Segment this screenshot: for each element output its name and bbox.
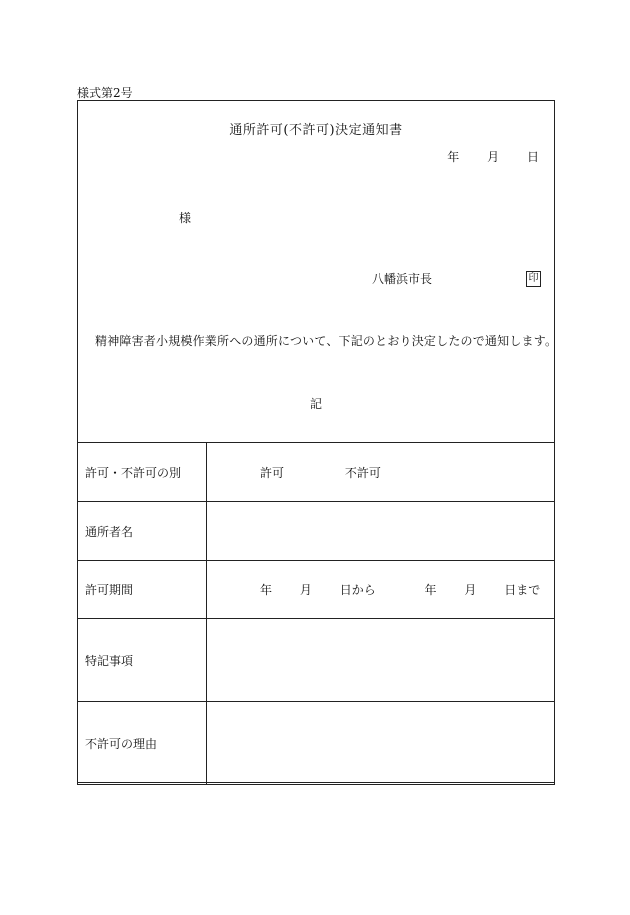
permit-option[interactable]: 許可 bbox=[260, 465, 285, 480]
ki-heading: 記 bbox=[309, 397, 322, 411]
permission-type-label: 許可・不許可の別 bbox=[78, 443, 207, 502]
from-month-label: 月 bbox=[299, 583, 312, 597]
permit-period-range bbox=[260, 581, 554, 598]
permit-period-field[interactable] bbox=[207, 561, 555, 619]
table-row bbox=[78, 443, 555, 502]
deny-option[interactable]: 不許可 bbox=[344, 465, 381, 480]
document-title: 通所許可(不許可)決定通知書 bbox=[229, 123, 403, 138]
from-day-label: 日から bbox=[339, 583, 376, 597]
from-year-label: 年 bbox=[260, 583, 273, 597]
commuter-name-label: 通所者名 bbox=[78, 502, 207, 561]
notice-body-text: 精神障害者小規模作業所への通所について、下記のとおり決定したので通知します。 bbox=[95, 334, 558, 348]
to-month-label: 月 bbox=[464, 583, 477, 597]
addressee-suffix: 様 bbox=[179, 211, 192, 225]
issuer-name: 八幡浜市長 bbox=[372, 272, 433, 286]
form-number: 様式第2号 bbox=[77, 86, 133, 100]
date-day-label: 日 bbox=[526, 150, 539, 164]
permission-type-value bbox=[207, 443, 555, 502]
special-notes-field[interactable] bbox=[207, 619, 555, 702]
date-month-label: 月 bbox=[487, 150, 500, 164]
special-notes-label: 特記事項 bbox=[78, 619, 207, 702]
table-row bbox=[78, 619, 555, 702]
details-table bbox=[77, 442, 555, 785]
commuter-name-field[interactable] bbox=[207, 502, 555, 561]
table-row bbox=[78, 702, 555, 785]
permit-period-label: 許可期間 bbox=[78, 561, 207, 619]
date-year-label: 年 bbox=[447, 150, 460, 164]
table-row bbox=[78, 502, 555, 561]
notice-form bbox=[77, 100, 558, 783]
issue-date bbox=[447, 148, 539, 165]
denial-reason-label: 不許可の理由 bbox=[78, 702, 207, 785]
table-row bbox=[78, 561, 555, 619]
to-year-label: 年 bbox=[424, 583, 437, 597]
to-day-label: 日まで bbox=[504, 583, 541, 597]
seal-mark: 印 bbox=[526, 271, 541, 287]
denial-reason-field[interactable] bbox=[207, 702, 555, 785]
